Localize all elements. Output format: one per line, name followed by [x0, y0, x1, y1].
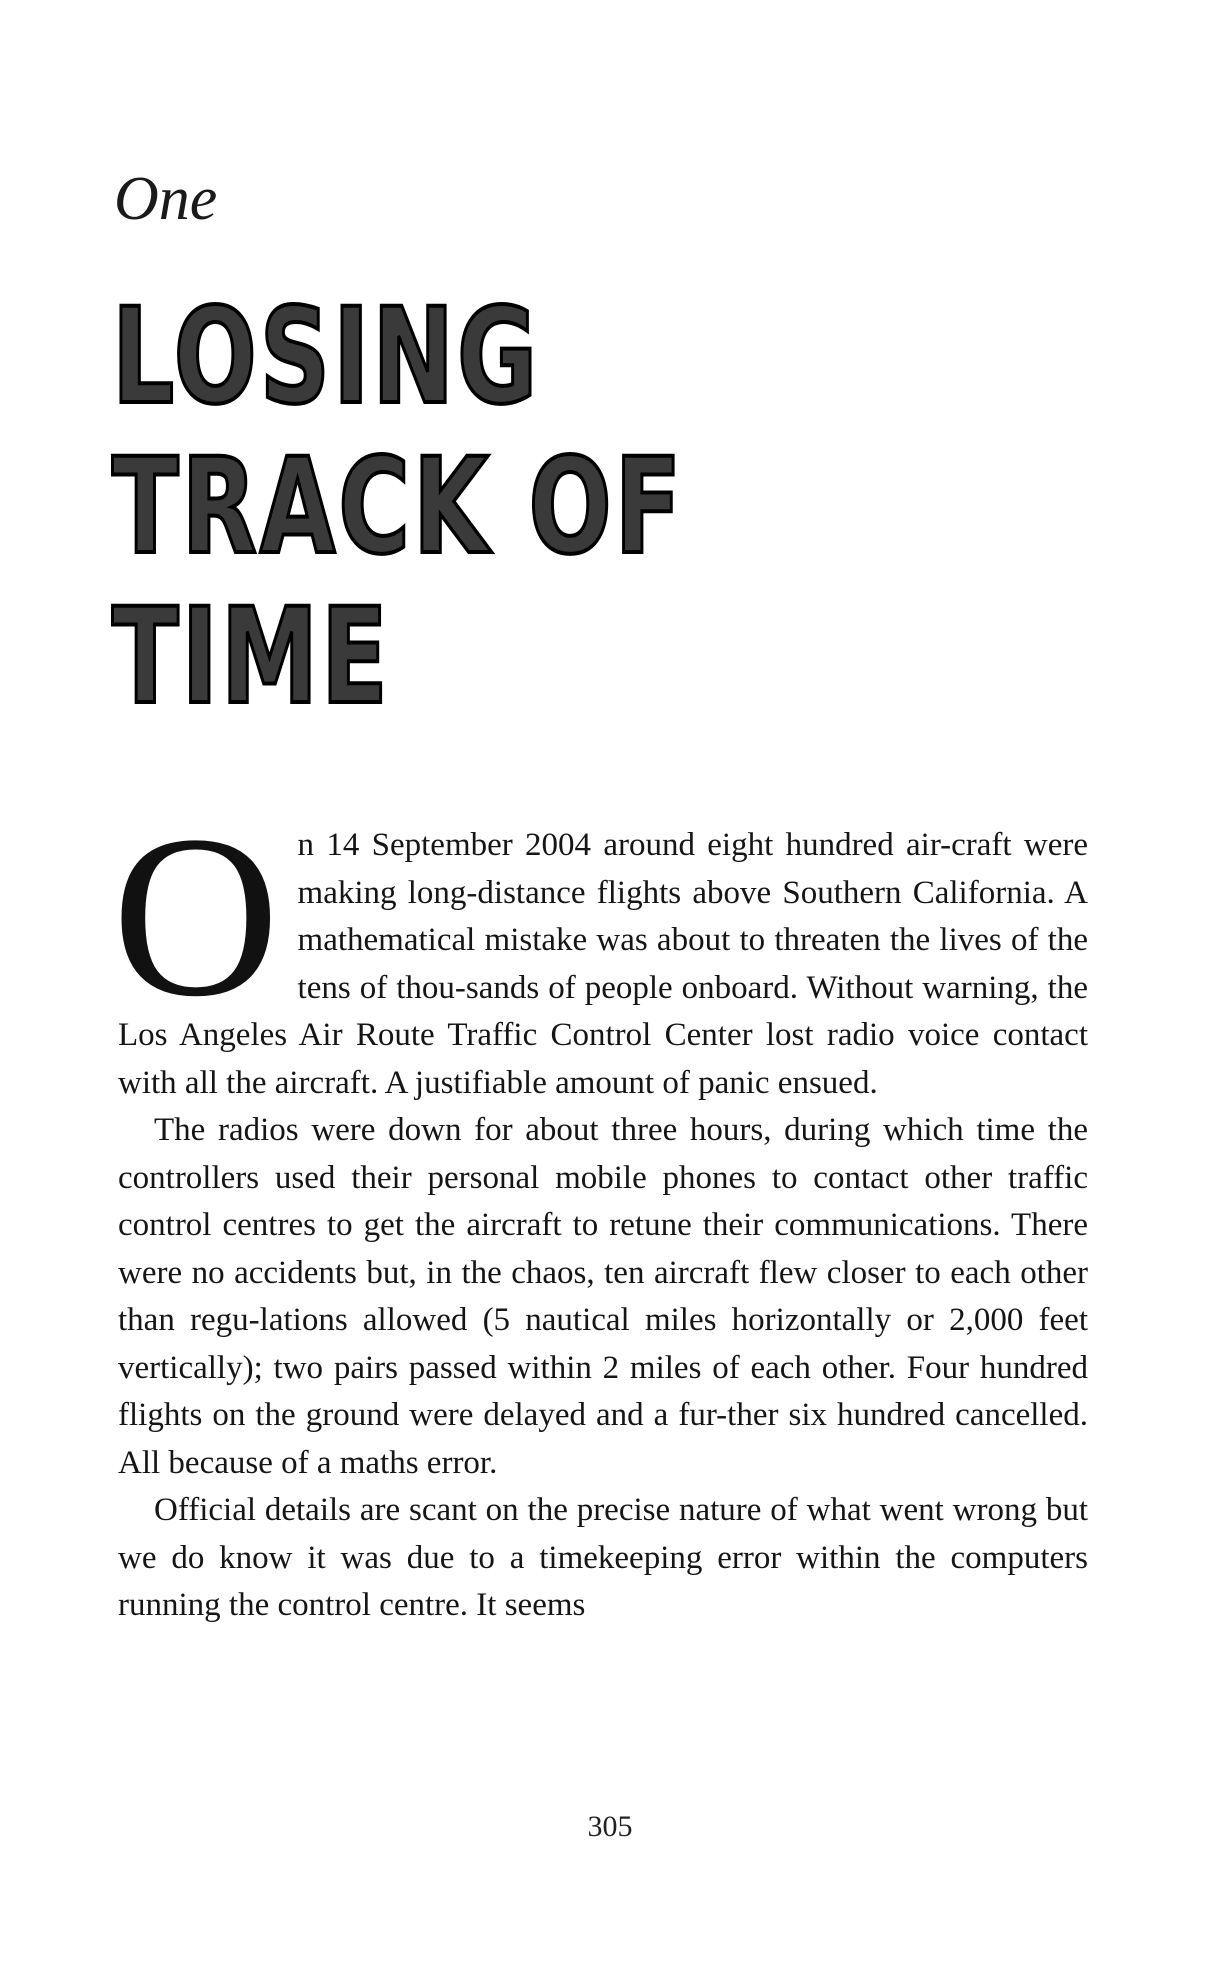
chapter-title-line: TIME — [112, 580, 391, 734]
paragraph: Official details are scant on the precise nature of what went wrong but we do know it was due to a timekeeping error within the computers running the control centre. It seems — [118, 1492, 1088, 1623]
paragraph-text: n 14 September 2004 around eight hundred air-craft were making long-distance flights above Southern California. A mathematical mistake was about to threaten the lives of the tens of thou-sands of people onboard. Without warning, the Los Angeles Air Route Traffic Control Center lost radio voice contact with all the aircraft. A justifiable amount of panic ensued. — [118, 827, 1088, 1101]
paragraph — [112, 788, 1088, 1107]
chapter-number: One — [114, 165, 218, 233]
paragraph: The radios were down for about three hours, during which time the controllers used their personal mobile phones to contact other traffic control centres to get the aircraft to retune their communications. There were no accidents but, in the chaos, ten aircraft flew closer to each other than regu-lations allowed (5 nautical miles horizontally or 2,000 feet vertically); two pairs passed within 2 miles of each other. Four hundred flights on the ground were delayed and a fur-ther six hundred cancelled. All because of a maths error. — [118, 1112, 1088, 1481]
chapter-title — [112, 282, 684, 732]
page-number: 305 — [587, 1810, 633, 1843]
body-text — [112, 788, 1088, 1630]
chapter-title-line: LOSING — [112, 280, 541, 434]
chapter-title-line: TRACK OF — [112, 430, 685, 584]
drop-cap: O — [112, 788, 280, 1045]
